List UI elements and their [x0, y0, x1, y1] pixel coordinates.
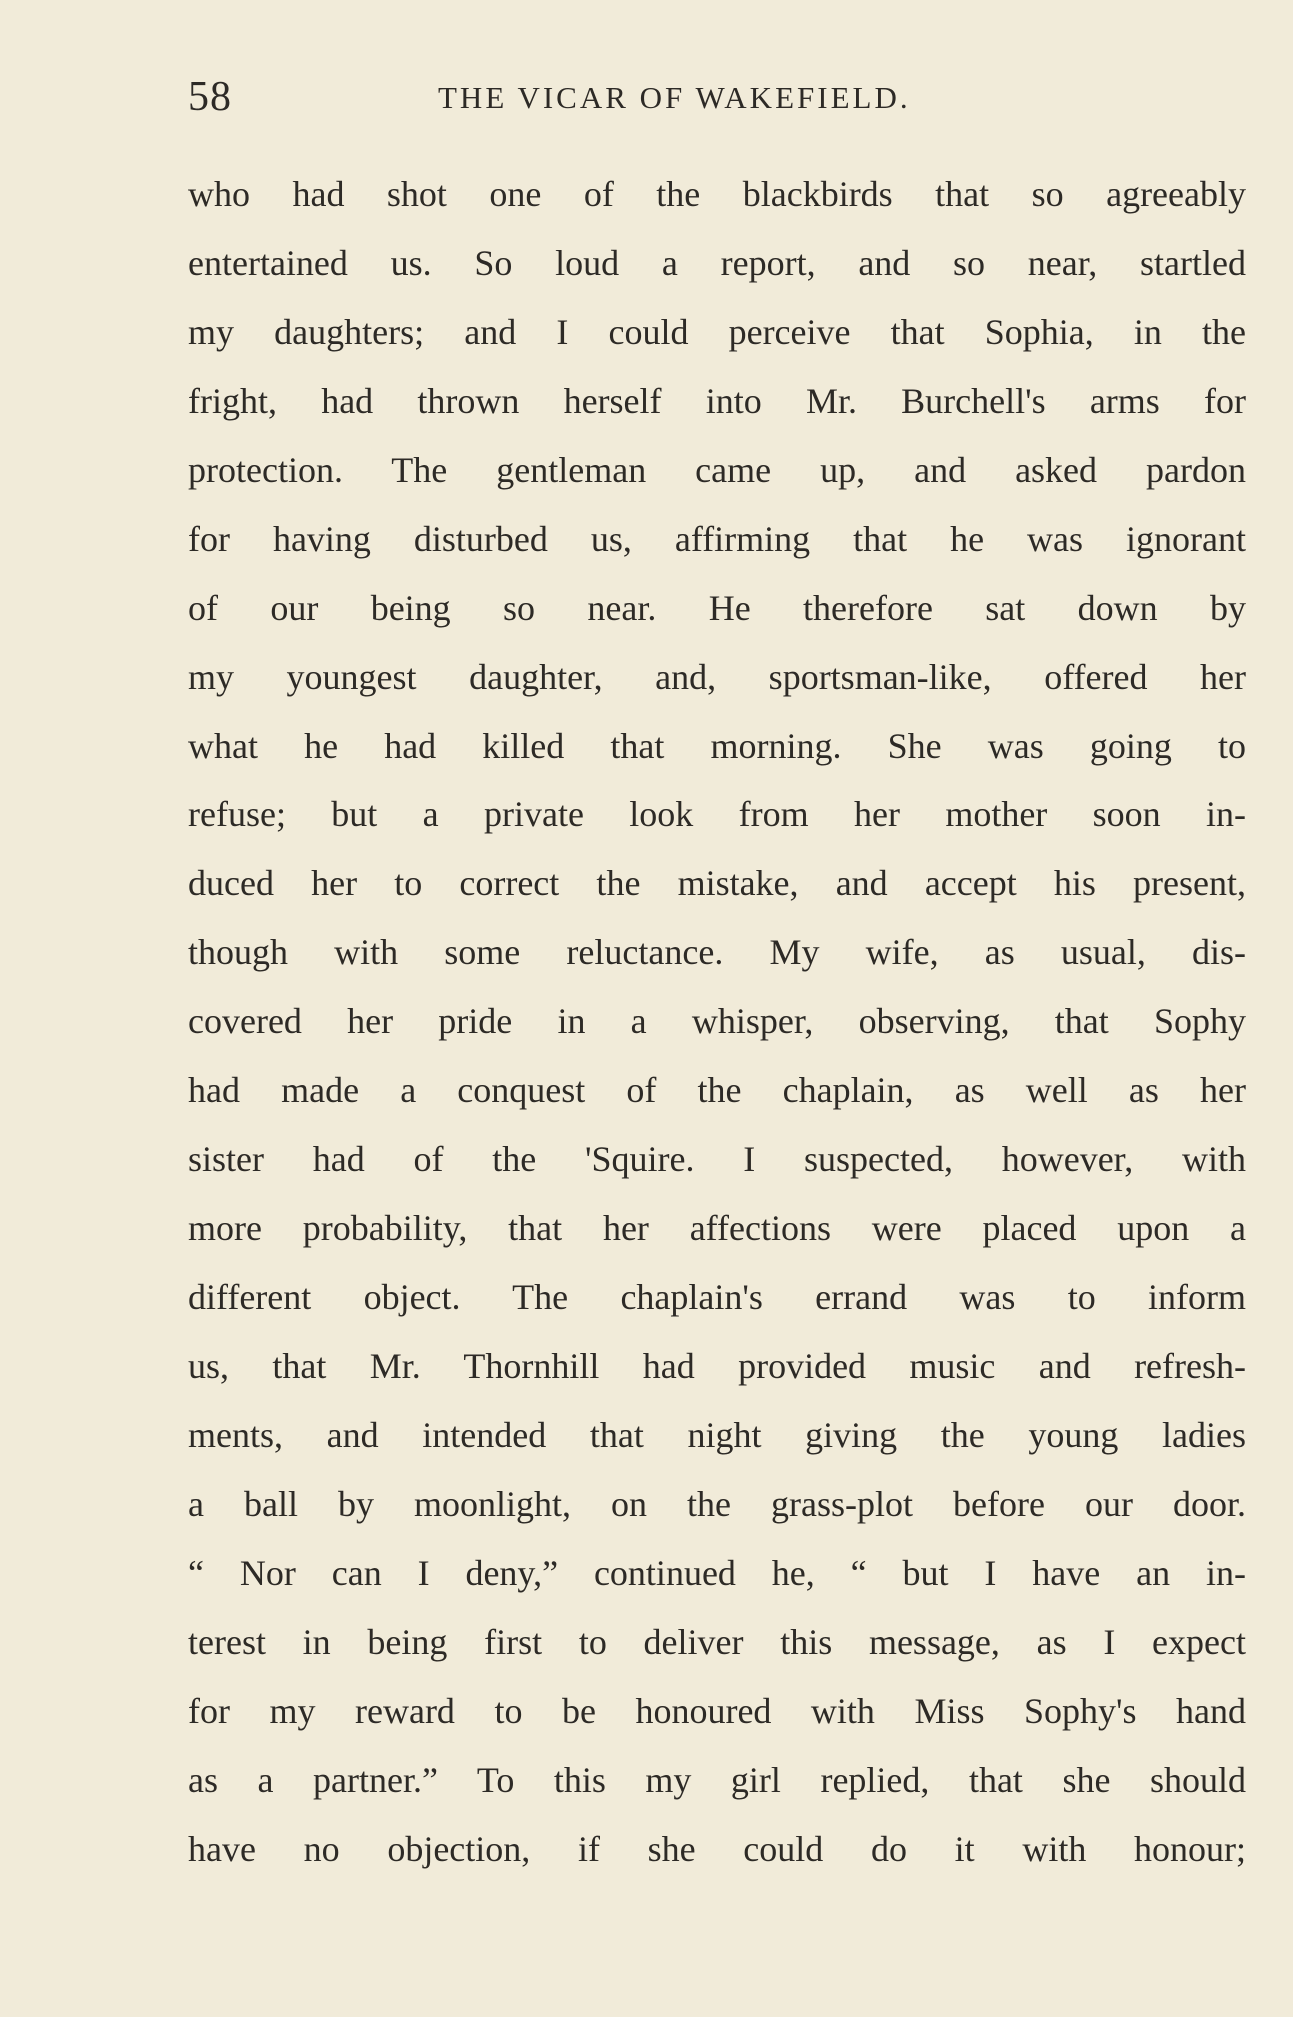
text-line: “ Nor can I deny,” continued he, “ but I have an in-: [188, 1552, 1246, 1593]
text-line: have no objection, if she could do it with honour;: [188, 1828, 1246, 1869]
text-line: though with some reluctance. My wife, as usual, dis-: [188, 932, 1246, 973]
text-line: of our being so near. He therefore sat down by: [188, 587, 1246, 628]
body-text: [188, 160, 1246, 1883]
text-line: who had shot one of the blackbirds that so agreeably: [188, 174, 1246, 214]
text-line: different object. The chaplain's errand was to inform: [188, 1277, 1246, 1317]
running-title: THE VICAR OF WAKEFIELD.: [438, 80, 911, 115]
text-line: ments, and intended that night giving the young ladies: [188, 1414, 1246, 1455]
text-line: my daughters; and I could perceive that Sophia, in the: [188, 311, 1246, 352]
text-line: what he had killed that morning. She was going to: [188, 725, 1246, 766]
text-line: terest in being first to deliver this message, as I expect: [188, 1621, 1246, 1662]
text-line: covered her pride in a whisper, observing, that Sophy: [188, 1001, 1246, 1042]
text-line: my youngest daughter, and, sportsman-like, offered her: [188, 656, 1246, 697]
text-line: sister had of the 'Squire. I suspected, however, with: [188, 1139, 1246, 1180]
text-line: for having disturbed us, affirming that he was ignorant: [188, 518, 1246, 559]
text-line: duced her to correct the mistake, and accept his present,: [188, 863, 1246, 904]
text-line: fright, had thrown herself into Mr. Burchell's arms for: [188, 380, 1246, 421]
text-line: for my reward to be honoured with Miss Sophy's hand: [188, 1690, 1246, 1731]
page-number: 58: [188, 74, 232, 120]
text-line: protection. The gentleman came up, and asked pardon: [188, 449, 1246, 490]
text-line: more probability, that her affections were placed upon a: [188, 1208, 1246, 1249]
text-line: had made a conquest of the chaplain, as well as her: [188, 1070, 1246, 1111]
running-head: [188, 72, 1246, 122]
text-line: a ball by moonlight, on the grass-plot before our door.: [188, 1483, 1246, 1524]
text-line: us, that Mr. Thornhill had provided music and refresh-: [188, 1345, 1246, 1386]
text-line: refuse; but a private look from her mother soon in-: [188, 794, 1246, 835]
text-line: entertained us. So loud a report, and so near, startled: [188, 242, 1246, 283]
text-line: as a partner.” To this my girl replied, that she should: [188, 1759, 1246, 1800]
